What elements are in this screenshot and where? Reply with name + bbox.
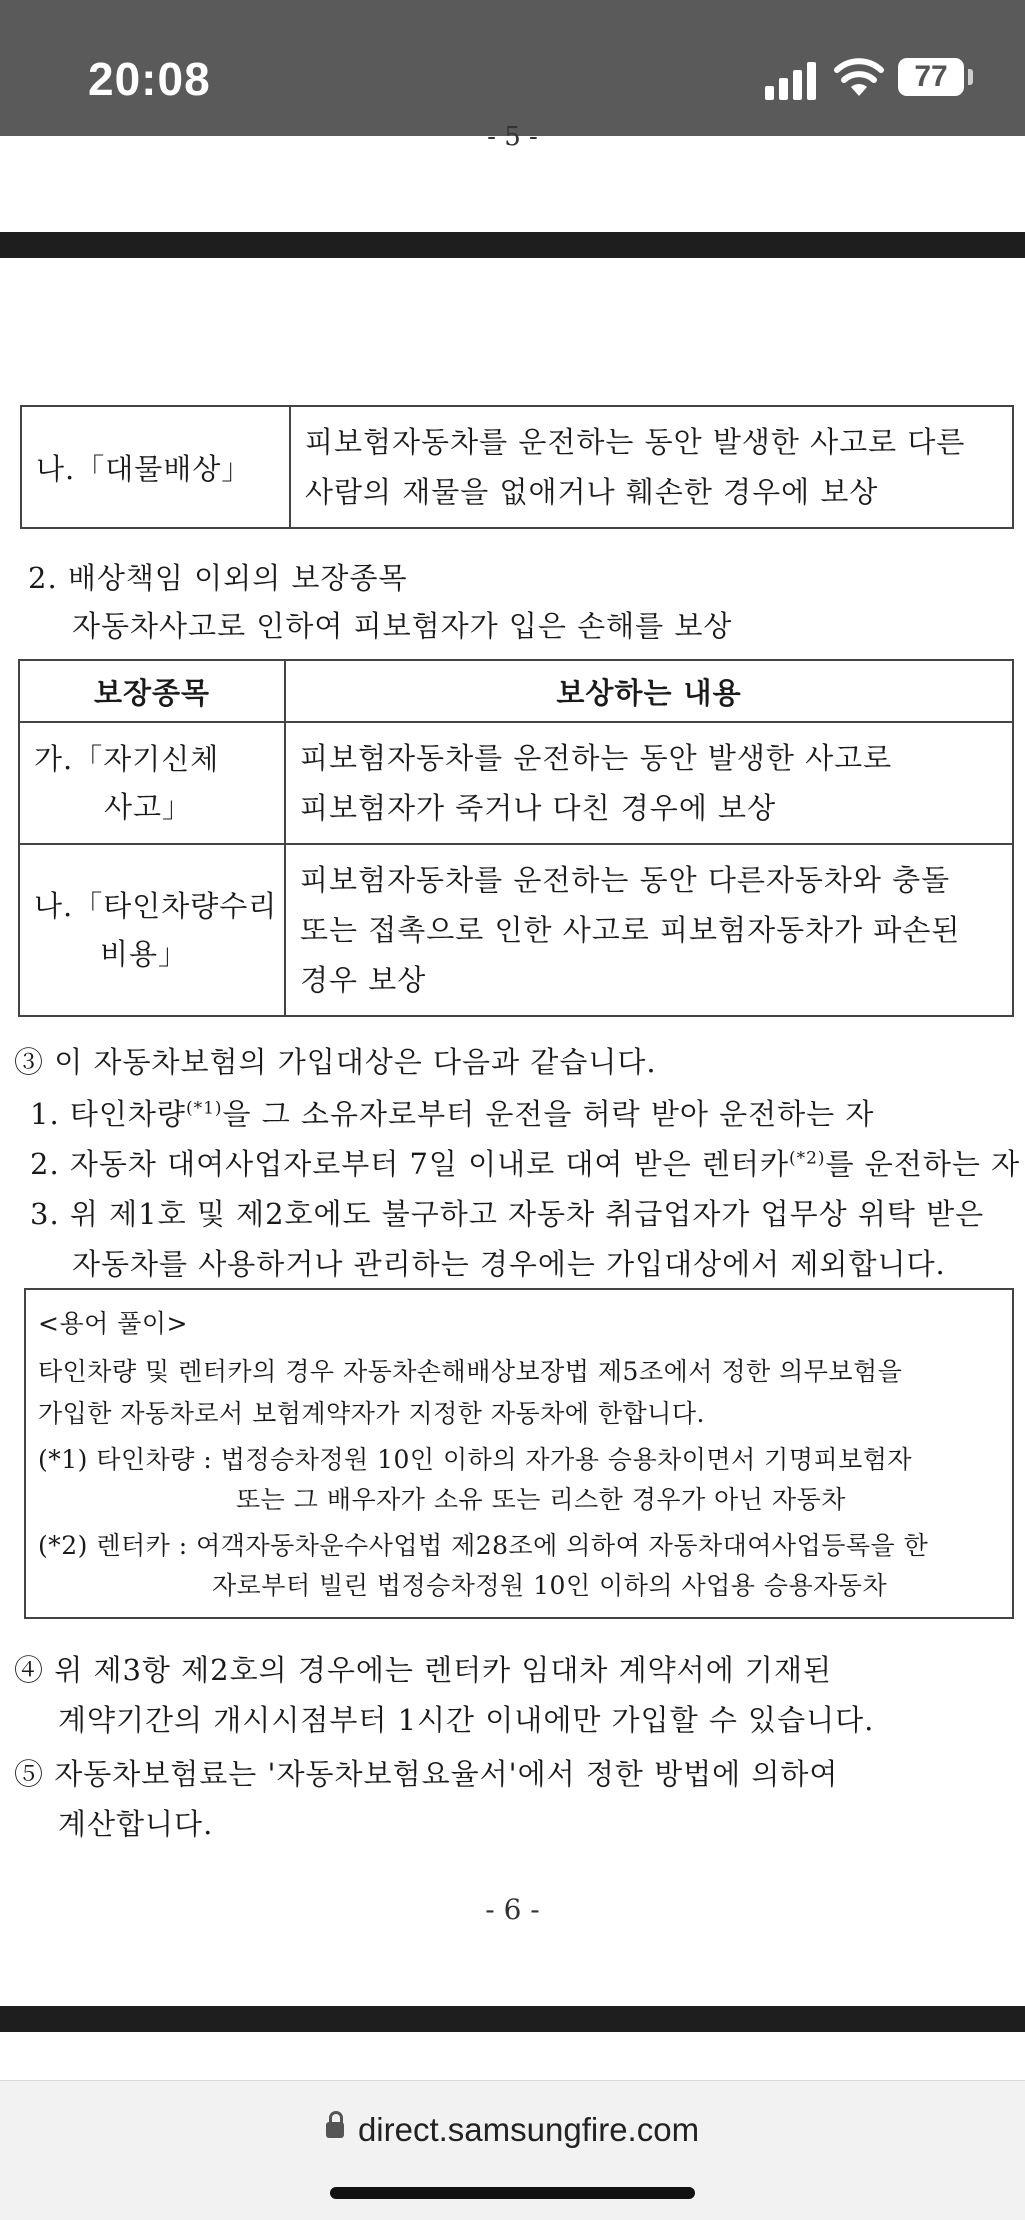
item-5-line-2: 계산합니다. <box>58 1807 214 1841</box>
content-line: 또는 접촉으로 인한 사고로 피보험자동차가 파손된 <box>300 913 961 947</box>
table-header-col2: 보상하는 내용 <box>285 660 1013 722</box>
item-4-line-1: ④ 위 제3항 제2호의 경우에는 렌터카 임대차 계약서에 기재된 <box>14 1653 832 1687</box>
label-line: 비용」 <box>100 937 189 971</box>
glossary-paragraph: 타인차량 및 렌터카의 경우 자동차손해배상보장법 제5조에서 정한 의무보험을 <box>38 1357 903 1386</box>
content-line: 피보험자가 죽거나 다친 경우에 보상 <box>300 791 777 825</box>
battery-tip <box>968 69 973 85</box>
label-line: 나.「타인차량수리 <box>34 889 278 923</box>
home-indicator[interactable] <box>330 2187 695 2199</box>
table-cell-content <box>285 844 1013 1016</box>
table-row <box>21 406 1013 528</box>
cellular-signal-icon <box>765 60 819 100</box>
table-cell-content <box>285 722 1013 844</box>
label-line: 사고」 <box>104 790 193 824</box>
item-5-line-1: ⑤ 자동차보험료는 '자동차보험요율서'에서 정한 방법에 의하여 <box>14 1757 839 1791</box>
page-separator-bottom <box>0 2006 1025 2032</box>
browser-address-bar[interactable] <box>0 2080 1025 2220</box>
battery-icon: 77 <box>898 58 964 96</box>
table-header-col1: 보장종목 <box>19 660 285 722</box>
item-3-line-2 <box>30 1142 1020 1183</box>
text-segment: 을 그 소유자로부터 운전을 허락 받아 운전하는 자 <box>222 1097 875 1131</box>
coverage-table <box>18 659 1014 1017</box>
content-line: 피보험자동차를 운전하는 동안 발생한 사고로 <box>300 741 893 775</box>
table-cell-content <box>290 406 1013 528</box>
lock-icon <box>326 2122 344 2138</box>
text-segment: 2. 자동차 대여사업자로부터 7일 이내로 대여 받은 렌터카 <box>30 1147 789 1181</box>
content-line: 피보험자동차를 운전하는 동안 발생한 사고로 다른 <box>305 425 966 459</box>
content-line: 피보험자동차를 운전하는 동안 다른자동차와 충돌 <box>300 863 951 897</box>
content-line: 경우 보상 <box>300 963 427 997</box>
liability-table <box>20 405 1014 529</box>
glossary-note-1: (*1) 타인차량 : 법정승차정원 10인 이하의 자가용 승용차이면서 기명피보험자 <box>38 1445 913 1474</box>
table-cell-label <box>19 722 285 844</box>
item-3-heading: ③ 이 자동차보험의 가입대상은 다음과 같습니다. <box>14 1045 657 1079</box>
page-number-top: - 5 - <box>487 122 538 152</box>
item-4-line-2: 계약기간의 개시시점부터 1시간 이내에만 가입할 수 있습니다. <box>58 1703 875 1737</box>
section-subtext: 자동차사고로 인하여 피보험자가 입은 손해를 보상 <box>72 609 733 643</box>
table-header-row <box>19 660 1013 722</box>
footnote-marker: (*1) <box>185 1098 223 1119</box>
table-row <box>19 722 1013 844</box>
section-heading: 2. 배상책임 이외의 보장종목 <box>28 561 408 595</box>
text-segment: 를 운전하는 자 <box>825 1147 1021 1181</box>
glossary-note-2-cont: 자로부터 빌린 법정승차정원 10인 이하의 사업용 승용자동차 <box>212 1571 888 1600</box>
page-separator-top <box>0 232 1025 258</box>
table-row <box>19 844 1013 1016</box>
page-number-bottom: - 6 - <box>485 1893 540 1926</box>
url-field[interactable] <box>0 2111 1025 2149</box>
glossary-title: <용어 풀이> <box>38 1309 188 1338</box>
content-line: 사람의 재물을 없애거나 훼손한 경우에 보상 <box>305 475 879 509</box>
status-bar <box>0 0 1025 136</box>
url-text: direct.samsungfire.com <box>357 2111 700 2148</box>
glossary-note-2: (*2) 렌터카 : 여객자동차운수사업법 제28조에 의하여 자동차대여사업등록을 한 <box>38 1531 929 1560</box>
item-3-line-1 <box>30 1092 874 1133</box>
item-3-line-3: 3. 위 제1호 및 제2호에도 불구하고 자동차 취급업자가 업무상 위탁 받은 <box>30 1197 985 1231</box>
footnote-marker: (*2) <box>788 1148 826 1169</box>
text-segment: 1. 타인차량 <box>30 1097 186 1131</box>
item-3-line-3-cont: 자동차를 사용하거나 관리하는 경우에는 가입대상에서 제외합니다. <box>72 1247 946 1281</box>
table-cell-label <box>19 844 285 1016</box>
table-cell-label: 나.「대물배상」 <box>21 406 290 528</box>
label-line: 가.「자기신체 <box>34 742 220 776</box>
glossary-paragraph: 가입한 자동차로서 보험계약자가 지정한 자동차에 한합니다. <box>38 1399 705 1428</box>
glossary-note-1-cont: 또는 그 배우자가 소유 또는 리스한 경우가 아닌 자동차 <box>236 1485 846 1514</box>
glossary-box <box>24 1288 1014 1619</box>
status-time: 20:08 <box>88 53 211 105</box>
wifi-icon <box>834 56 884 98</box>
